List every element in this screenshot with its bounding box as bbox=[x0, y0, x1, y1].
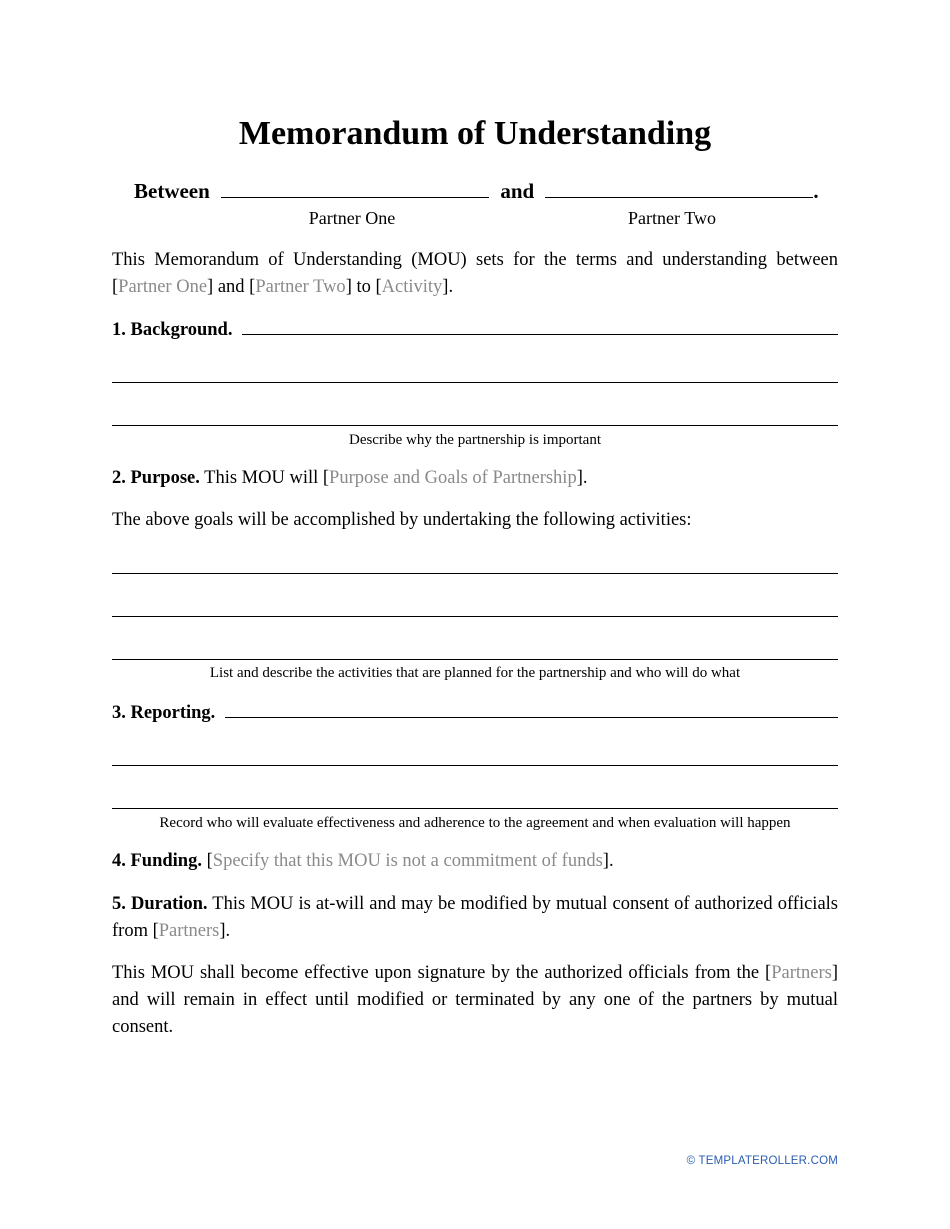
placeholder-partners[interactable]: Partners bbox=[158, 921, 220, 941]
reporting-caption: Record who will evaluate effectiveness and adherence to the agreement and when evaluation will happen bbox=[159, 815, 791, 831]
background-heading-row bbox=[112, 316, 838, 343]
background-line-2[interactable] bbox=[112, 382, 838, 383]
funding-text: ]. bbox=[602, 851, 614, 871]
effective-text: This MOU shall become effective upon signature by the authorized officials from the [ bbox=[112, 963, 772, 983]
effective-text: ] and will remain in effect until modified or terminated by any one of the partners by mutual consent. bbox=[112, 963, 838, 1037]
funding-heading: 4. Funding. bbox=[112, 851, 202, 871]
purpose-heading: 2. Purpose. bbox=[112, 468, 200, 488]
footer-copyright[interactable]: © TEMPLATEROLLER.COM bbox=[686, 1155, 838, 1167]
purpose-paragraph bbox=[112, 465, 838, 492]
background-heading: 1. Background. bbox=[112, 320, 233, 340]
partner-one-blank[interactable] bbox=[221, 175, 489, 198]
partner-two-blank[interactable] bbox=[545, 175, 813, 198]
placeholder-partner-two[interactable]: Partner Two bbox=[255, 277, 346, 297]
intro-text: ] and [ bbox=[207, 277, 256, 297]
purpose-text: ]. bbox=[576, 468, 588, 488]
activities-intro: The above goals will be accomplished by undertaking the following activities: bbox=[112, 510, 692, 530]
between-label: Between bbox=[134, 179, 210, 203]
background-line-3[interactable] bbox=[112, 425, 838, 426]
placeholder-purpose[interactable]: Purpose and Goals of Partnership bbox=[329, 468, 577, 488]
duration-text: ]. bbox=[219, 921, 231, 941]
intro-text: This Memorandum of Understanding (MOU) sets for the terms and understanding between [ bbox=[112, 250, 838, 297]
purpose-text: This MOU will [ bbox=[199, 468, 330, 488]
activities-caption: List and describe the activities that are planned for the partnership and who will do what bbox=[209, 665, 741, 681]
document-title: Memorandum of Understanding bbox=[238, 115, 712, 152]
reporting-line-2[interactable] bbox=[112, 765, 838, 766]
placeholder-activity[interactable]: Activity bbox=[381, 277, 443, 297]
partner-one-caption: Partner One bbox=[308, 208, 396, 228]
funding-paragraph bbox=[112, 848, 838, 875]
reporting-line-1[interactable] bbox=[225, 699, 838, 718]
placeholder-funding[interactable]: Specify that this MOU is not a commitment of funds bbox=[212, 851, 603, 871]
intro-text: ] to [ bbox=[345, 277, 382, 297]
reporting-heading: 3. Reporting. bbox=[112, 703, 216, 723]
background-line-1[interactable] bbox=[242, 316, 838, 335]
background-caption: Describe why the partnership is important bbox=[348, 432, 602, 448]
partner-two-caption: Partner Two bbox=[628, 208, 716, 228]
duration-heading: 5. Duration. bbox=[112, 894, 208, 914]
effective-paragraph bbox=[112, 960, 838, 1041]
activities-line-1[interactable] bbox=[112, 573, 838, 574]
placeholder-partner-one[interactable]: Partner One bbox=[118, 277, 208, 297]
and-label: and bbox=[500, 179, 535, 203]
funding-text: [ bbox=[201, 851, 213, 871]
reporting-heading-row bbox=[112, 699, 838, 726]
intro-paragraph bbox=[112, 247, 838, 301]
activities-line-2[interactable] bbox=[112, 616, 838, 617]
intro-text: ]. bbox=[442, 277, 454, 297]
between-period: . bbox=[813, 179, 819, 203]
reporting-line-3[interactable] bbox=[112, 808, 838, 809]
between-row bbox=[134, 175, 819, 205]
duration-text: This MOU is at-will and may be modified by mutual consent of authorized officials from [ bbox=[112, 894, 838, 941]
activities-line-3[interactable] bbox=[112, 659, 838, 660]
duration-paragraph bbox=[112, 891, 838, 945]
placeholder-partners-2[interactable]: Partners bbox=[771, 963, 832, 983]
